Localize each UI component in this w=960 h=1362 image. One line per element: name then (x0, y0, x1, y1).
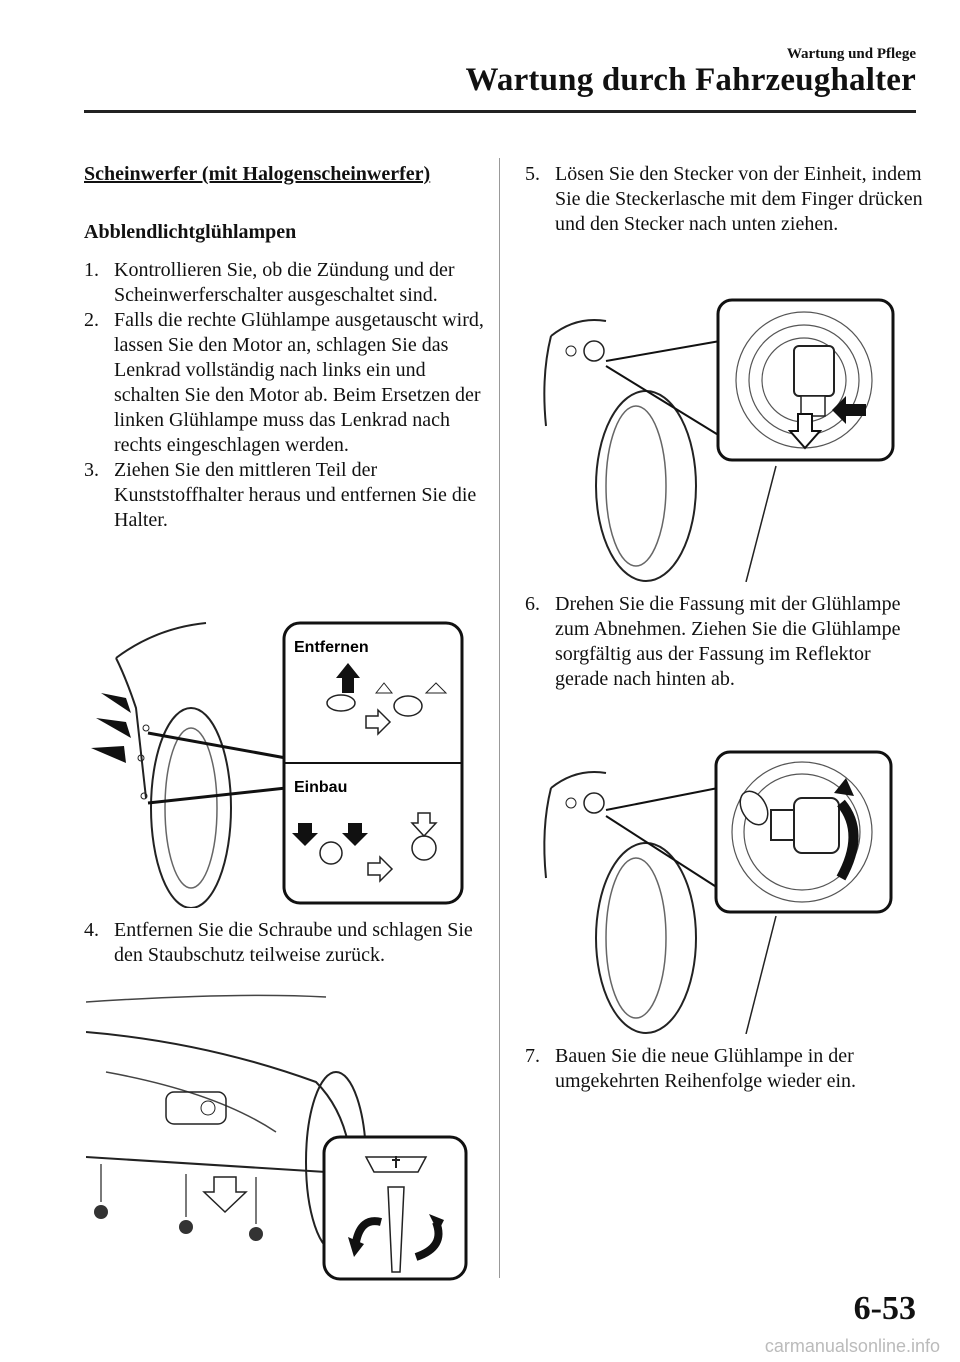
label-remove: Entfernen (294, 639, 369, 656)
step-7-block (525, 1044, 925, 1094)
step-4-block (84, 918, 484, 968)
page-number: 6-53 (853, 1290, 916, 1327)
step-5-block (525, 162, 925, 237)
chapter-label: Wartung und Pflege (786, 46, 916, 62)
figure-bulb-rotate (536, 748, 896, 1034)
steps-1-3 (84, 258, 484, 533)
figure-clip-removal (86, 618, 466, 908)
subsection-title: Abblendlichtglühlampen (84, 221, 297, 243)
label-install: Einbau (294, 779, 348, 796)
step-4: 4. Entfernen Sie die Schraube und schlagen Sie den Staubschutz teilweise zurück. (84, 919, 473, 966)
header-rule (84, 110, 916, 113)
figure-screw-removal (86, 992, 470, 1282)
section-title: Scheinwerfer (mit Halogenscheinwerfer) (84, 163, 431, 185)
column-divider (499, 158, 500, 1278)
step-3: 3. Ziehen Sie den mittleren Teil der Kunststoffhalter heraus und entfernen Sie die Halter. (84, 459, 477, 531)
step-6: 6. Drehen Sie die Fassung mit der Glühlampe zum Abnehmen. Ziehen Sie die Glühlampe sorgfältig aus der Fassung im Reflektor gerade nach hinten ab. (525, 593, 901, 690)
left-column (84, 162, 484, 187)
step-6-block (525, 592, 925, 692)
step-7: 7. Bauen Sie die neue Glühlampe in der umgekehrten Reihenfolge wieder ein. (525, 1045, 856, 1092)
watermark: carmanualsonline.info (764, 1336, 940, 1356)
subsection (84, 220, 484, 245)
step-2: 2. Falls die rechte Glühlampe ausgetauscht wird, lassen Sie den Motor an, schlagen Sie das Lenkrad vollständig nach links ein und schalten Sie den Motor ab. Beim Ersetzen der linken Glühlampe muss das Lenkrad nach rechts eingeschlagen werden. (84, 309, 484, 456)
step-1: 1. Kontrollieren Sie, ob die Zündung und der Scheinwerferschalter ausgeschaltet sind. (84, 259, 455, 306)
step-5: 5. Lösen Sie den Stecker von der Einheit, indem Sie die Steckerlasche mit dem Finger drücken und den Stecker nach unten ziehen. (525, 163, 923, 235)
page-title: Wartung durch Fahrzeughalter (465, 62, 916, 98)
figure-connector (536, 296, 896, 582)
